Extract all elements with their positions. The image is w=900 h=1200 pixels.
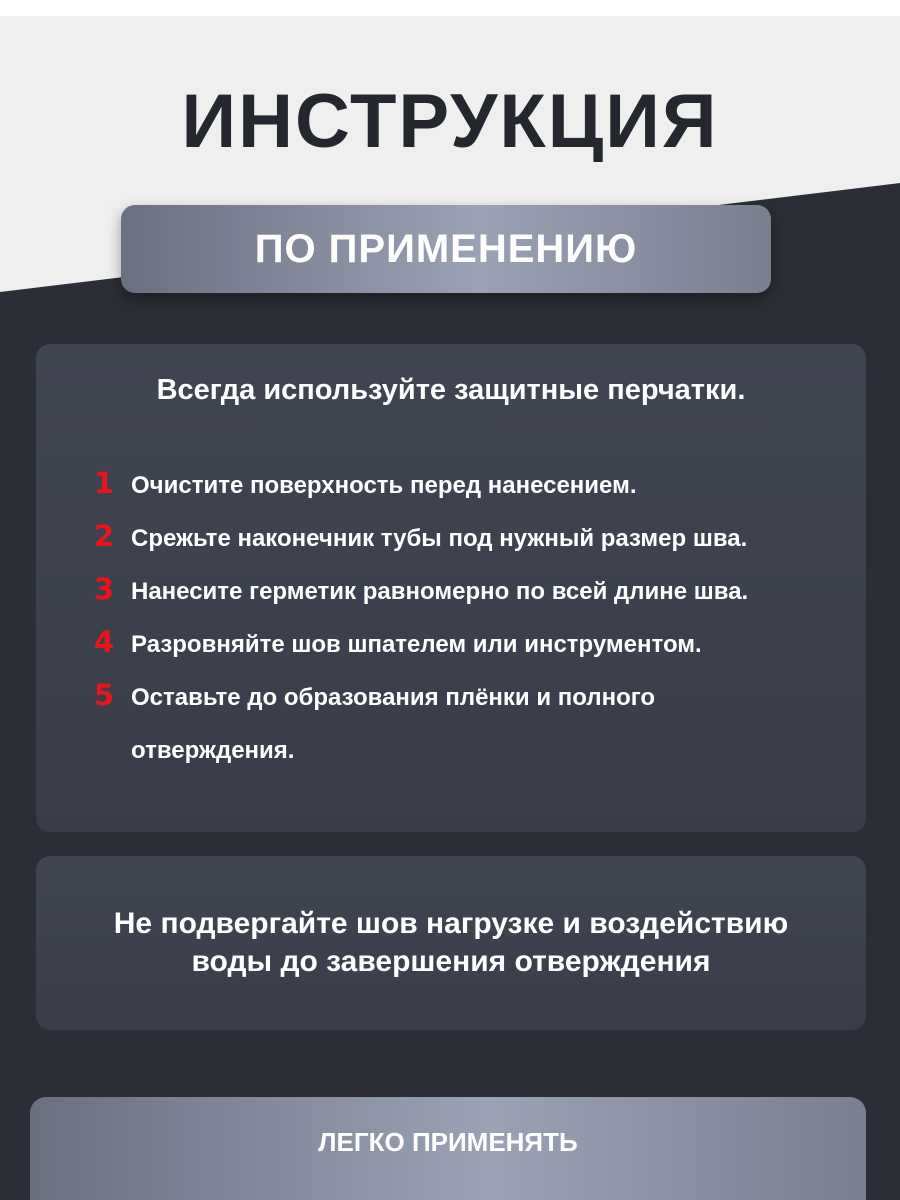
step-text: Срежьте наконечник тубы под нужный размер шва.: [131, 525, 748, 552]
step-number: 3: [93, 572, 115, 606]
footer-plate: [30, 1097, 866, 1200]
warning-text: Не подвергайте шов нагрузке и воздействию воды до завершения отверждения: [113, 907, 789, 978]
steps-list: [36, 462, 866, 780]
page-title: ИНСТРУКЦИЯ: [181, 79, 719, 164]
step-number: 5: [93, 678, 115, 712]
step-item: [36, 568, 866, 621]
step-text: Разровняйте шов шпателем или инструментом.: [131, 631, 702, 658]
step-item: [36, 462, 866, 515]
step-text: Очистите поверхность перед нанесением.: [131, 472, 637, 499]
step-item: [36, 621, 866, 674]
page-subtitle: ПО ПРИМЕНЕНИЮ: [254, 226, 638, 271]
warning-card: [36, 856, 866, 1030]
footer-label: ЛЕГКО ПРИМЕНЯТЬ: [318, 1127, 578, 1157]
steps-card: [36, 344, 866, 832]
step-text: Нанесите герметик равномерно по всей длине шва.: [131, 578, 749, 605]
step-text: Оставьте до образования плёнки и полного отверждения.: [131, 684, 656, 764]
step-number: 4: [93, 625, 115, 659]
step-item: [36, 515, 866, 568]
subtitle-plate: [121, 205, 771, 293]
step-item: [36, 674, 866, 780]
step-number: 1: [93, 466, 115, 500]
gloves-notice: Всегда используйте защитные перчатки.: [156, 374, 746, 406]
step-number: 2: [93, 519, 115, 553]
